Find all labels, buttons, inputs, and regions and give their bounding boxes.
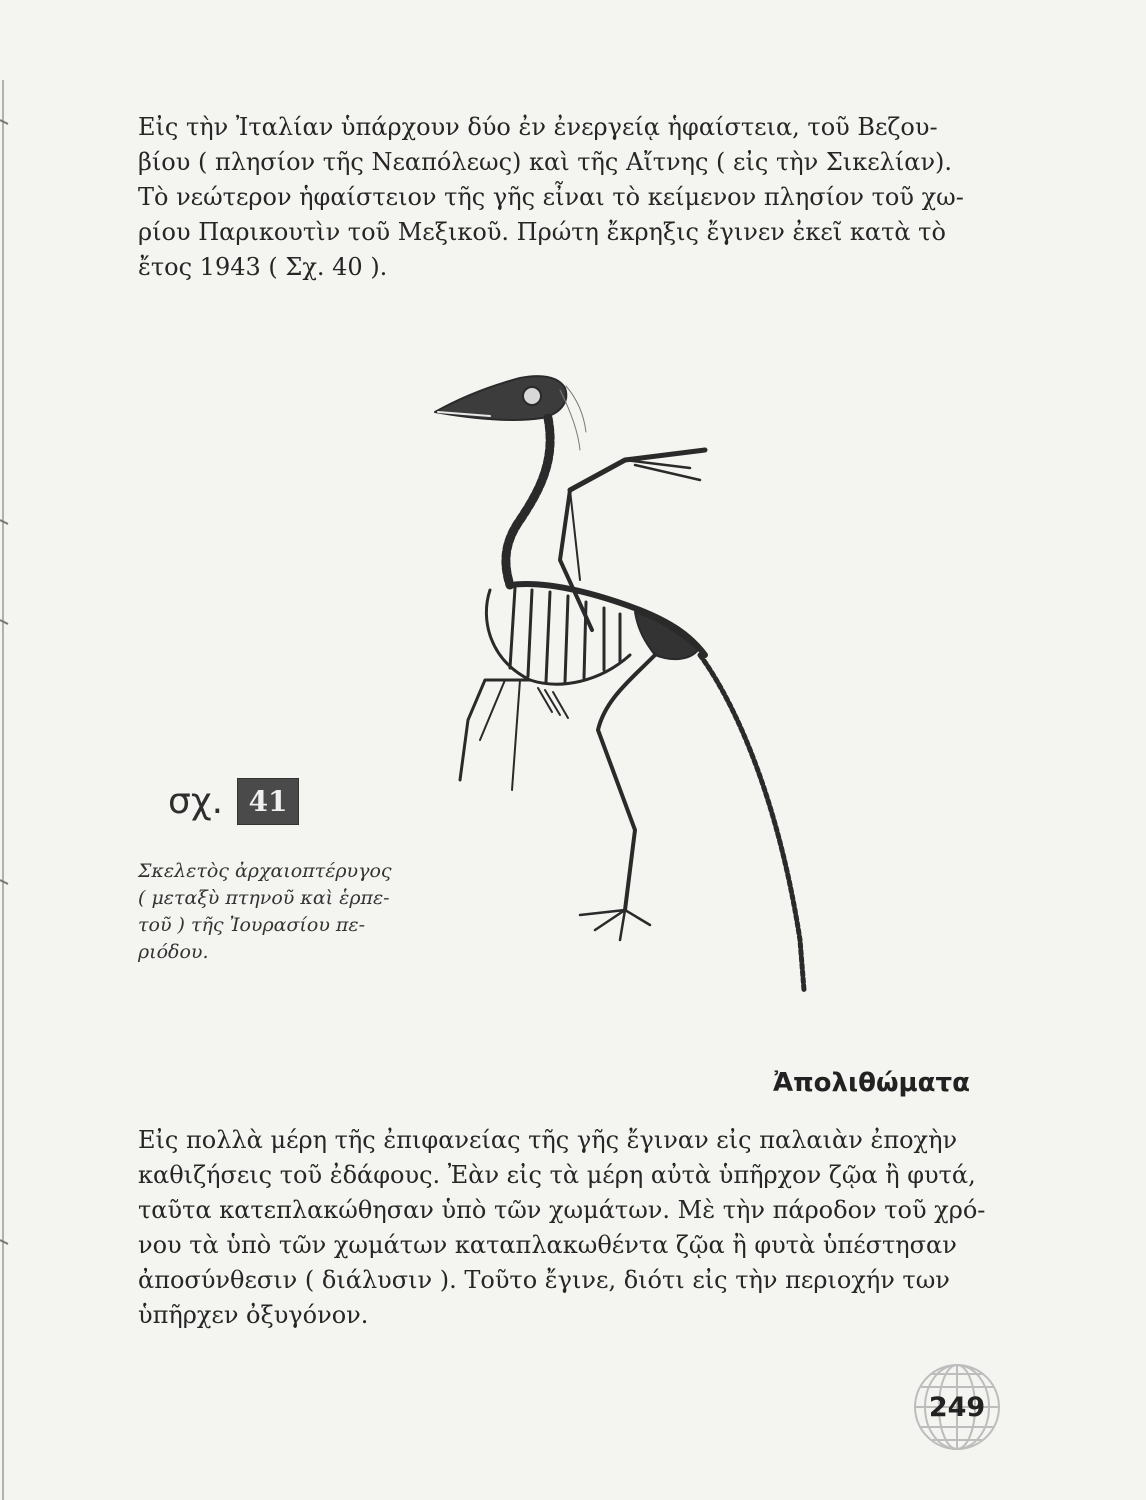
page-number-badge xyxy=(912,1362,1002,1452)
section-heading: Ἀπολιθώματα xyxy=(772,1068,970,1098)
figure-caption xyxy=(138,858,438,966)
text-line: Εἰς πολλὰ μέρη τῆς ἐπιφανείας τῆς γῆς ἔγιναν εἰς παλαιὰν ἐποχὴν xyxy=(138,1126,958,1154)
archaeopteryx-skeleton-icon xyxy=(420,350,820,1010)
bottom-paragraph xyxy=(138,1123,984,1333)
figure-label xyxy=(168,778,299,825)
caption-line: ριόδου. xyxy=(138,941,209,963)
figure-label-prefix: σχ. xyxy=(168,781,224,822)
figure-number: 41 xyxy=(237,778,299,825)
text-line: ὑπῆρχεν ὀξυγόνον. xyxy=(138,1301,369,1329)
top-paragraph xyxy=(138,110,984,285)
text-line: Εἰς τὴν Ἰταλίαν ὑπάρχουν δύο ἐν ἐνεργείᾳ ἡφαίστεια, τοῦ Βεζου- xyxy=(138,113,938,141)
text-line: βίου ( πλησίον τῆς Νεαπόλεως) καὶ τῆς Αἴτνης ( εἰς τὴν Σικελίαν). xyxy=(138,148,953,176)
binding-edge xyxy=(0,0,20,1500)
text-line: νου τὰ ὑπὸ τῶν χωμάτων καταπλακωθέντα ζῷα ἢ φυτὰ ὑπέστησαν xyxy=(138,1231,957,1259)
caption-line: τοῦ ) τῆς Ἰουρασίου πε- xyxy=(138,914,366,936)
page-number: 249 xyxy=(928,1392,986,1423)
text-line: ταῦτα κατεπλακώθησαν ὑπὸ τῶν χωμάτων. Μὲ τὴν πάροδον τοῦ χρό- xyxy=(138,1196,986,1224)
text-line: Τὸ νεώτερον ἡφαίστειον τῆς γῆς εἶναι τὸ κείμενον πλησίον τοῦ χω- xyxy=(138,183,964,211)
caption-line: Σκελετὸς ἀρχαιοπτέρυγος xyxy=(138,860,392,882)
text-line: καθιζήσεις τοῦ ἐδάφους. Ἐὰν εἰς τὰ μέρη αὐτὰ ὑπῆρχον ζῷα ἢ φυτά, xyxy=(138,1161,976,1189)
text-line: ἔτος 1943 ( Σχ. 40 ). xyxy=(138,253,388,281)
text-line: ἀποσύνθεσιν ( διάλυσιν ). Τοῦτο ἔγινε, διότι εἰς τὴν περιοχήν των xyxy=(138,1266,950,1294)
caption-line: ( μεταξὺ πτηνοῦ καὶ ἑρπε- xyxy=(138,887,390,909)
text-line: ρίου Παρικουτὶν τοῦ Μεξικοῦ. Πρώτη ἔκρηξις ἔγινεν ἐκεῖ κατὰ τὸ xyxy=(138,218,946,246)
